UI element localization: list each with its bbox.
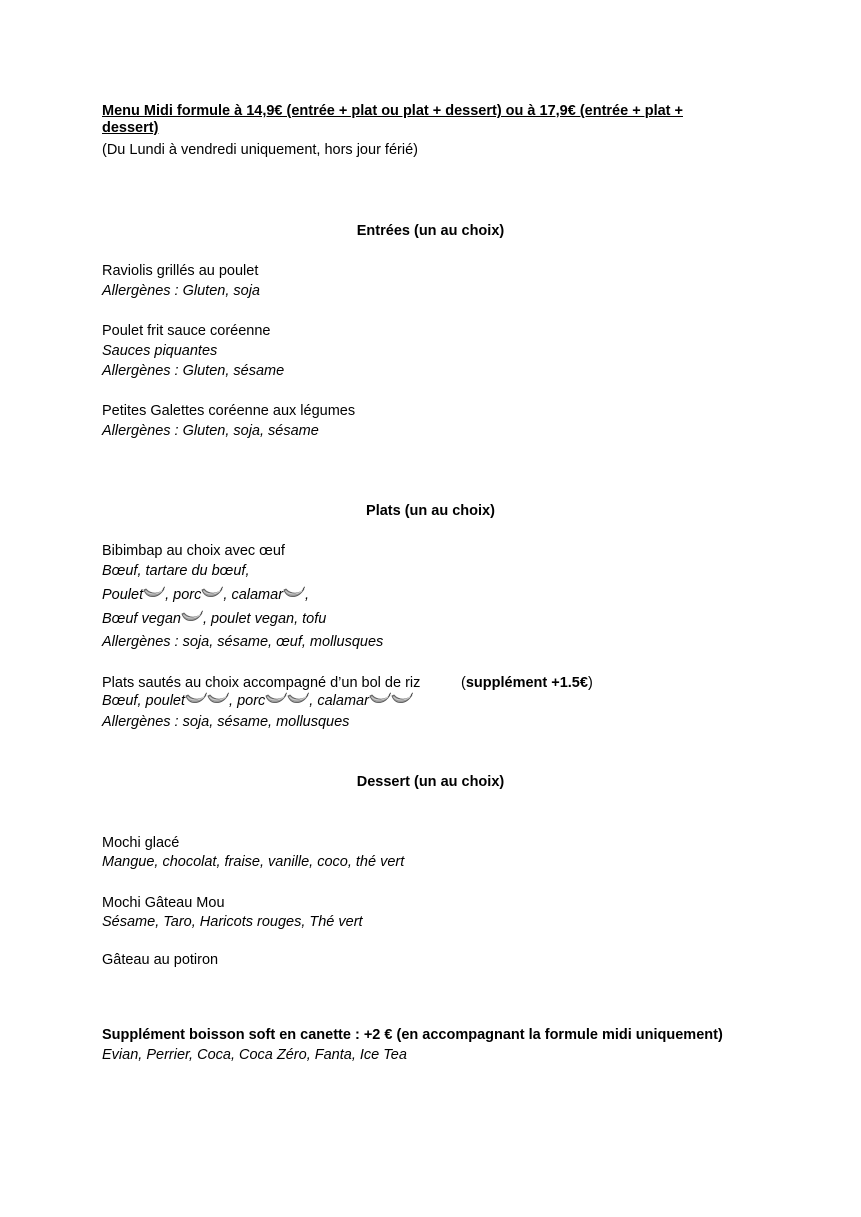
chili-pepper-icon bbox=[181, 610, 203, 624]
entree-name: Poulet frit sauce coréenne bbox=[102, 323, 271, 339]
option-boeuf-vegan: Bœuf vegan bbox=[102, 611, 181, 627]
paren-close: ) bbox=[587, 675, 593, 691]
option-calamar: , calamar bbox=[309, 693, 369, 709]
option-porc: , porc bbox=[165, 587, 202, 603]
dessert-name: Mochi glacé bbox=[102, 835, 180, 851]
bibimbap-name: Bibimbap au choix avec œuf bbox=[102, 543, 285, 559]
chili-pepper-icon bbox=[369, 692, 391, 706]
chili-pepper-icon bbox=[265, 692, 287, 706]
option-calamar: , calamar bbox=[223, 587, 284, 603]
entree-name: Raviolis grillés au poulet bbox=[102, 263, 259, 279]
entree-allergens: Allergènes : Gluten, sésame bbox=[102, 363, 285, 379]
option-poulet: Poulet bbox=[102, 587, 144, 603]
paren-open: ( bbox=[461, 675, 466, 691]
supplement-label: supplément +1.5€ bbox=[465, 675, 588, 691]
dessert-name: Mochi Gâteau Mou bbox=[102, 895, 225, 911]
menu-title: Menu Midi formule à 14,9€ (entrée + plat ou plat + dessert) ou à 17,9€ (entrée + plat + dessert) bbox=[102, 103, 683, 136]
chili-pepper-icon bbox=[287, 692, 309, 706]
chili-pepper-icon bbox=[143, 586, 165, 600]
chili-pepper-icon bbox=[207, 692, 229, 706]
desserts-heading: Dessert (un au choix) bbox=[356, 774, 505, 790]
sautes-allergens: Allergènes : soja, sésame, mollusques bbox=[102, 714, 350, 730]
plats-heading: Plats (un au choix) bbox=[366, 503, 495, 519]
entree-allergens: Allergènes : Gluten, soja, sésame bbox=[102, 423, 319, 439]
chili-pepper-icon bbox=[283, 586, 305, 600]
dessert-detail: Mangue, chocolat, fraise, vanille, coco, thé vert bbox=[102, 854, 405, 870]
bibimbap-options-line1: Bœuf, tartare du bœuf, bbox=[102, 563, 250, 579]
entree-name: Petites Galettes coréenne aux légumes bbox=[102, 403, 356, 419]
entree-note: Sauces piquantes bbox=[102, 343, 218, 359]
boisson-list: Evian, Perrier, Coca, Coca Zéro, Fanta, Ice Tea bbox=[102, 1047, 407, 1063]
chili-pepper-icon bbox=[201, 586, 223, 600]
dessert-detail: Sésame, Taro, Haricots rouges, Thé vert bbox=[102, 914, 363, 930]
chili-pepper-icon bbox=[391, 692, 413, 706]
option-rest: , poulet vegan, tofu bbox=[203, 611, 327, 627]
sautes-name: Plats sautés au choix accompagné d’un bol de riz bbox=[102, 675, 421, 691]
menu-subtitle: (Du Lundi à vendredi uniquement, hors jour férié) bbox=[102, 142, 418, 158]
comma: , bbox=[305, 587, 310, 603]
chili-pepper-icon bbox=[185, 692, 207, 706]
bibimbap-options-line2 bbox=[102, 586, 309, 604]
bibimbap-allergens: Allergènes : soja, sésame, œuf, mollusques bbox=[102, 634, 384, 650]
bibimbap-options-line3 bbox=[102, 610, 326, 628]
entrees-heading: Entrées (un au choix) bbox=[356, 223, 505, 239]
option-boeuf-poulet: Bœuf, poulet bbox=[102, 693, 186, 709]
option-porc: , porc bbox=[229, 693, 266, 709]
boisson-title: Supplément boisson soft en canette : +2 € (en accompagnant la formule midi uniquement) bbox=[102, 1027, 723, 1043]
entree-allergens: Allergènes : Gluten, soja bbox=[102, 283, 260, 299]
sautes-supplement bbox=[461, 674, 593, 692]
dessert-name: Gâteau au potiron bbox=[102, 952, 219, 968]
sautes-options bbox=[102, 692, 413, 710]
